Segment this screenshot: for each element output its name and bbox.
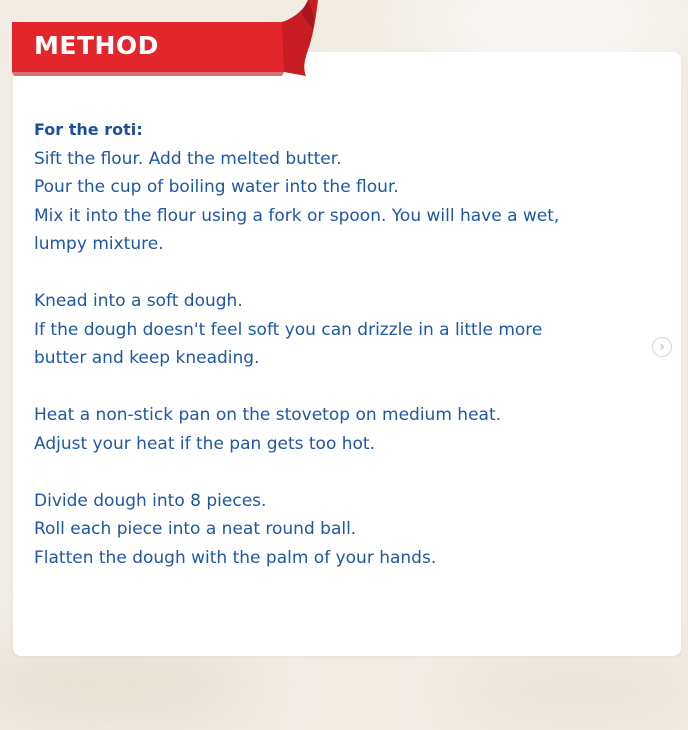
method-step: Knead into a soft dough. — [34, 291, 243, 311]
method-step: Divide dough into 8 pieces. — [34, 490, 267, 511]
method-step: Heat a non-stick pan on the stovetop on medium heat. — [34, 405, 502, 425]
method-step: Flatten the dough with the palm of your hands. — [34, 547, 437, 568]
method-ribbon — [12, 0, 322, 82]
chevron-right-icon: › — [659, 339, 665, 355]
page-title: METHOD — [34, 31, 159, 60]
method-step: lumpy mixture. — [34, 234, 164, 254]
section-title: For the roti: — [34, 120, 143, 139]
method-step: Pour the cup of boiling water into the flour. — [34, 177, 399, 197]
method-step: If the dough doesn't feel soft you can drizzle in a little more — [34, 319, 543, 340]
method-step: Adjust your heat if the pan gets too hot. — [34, 433, 375, 454]
background-decoration — [450, 650, 688, 730]
method-step: Roll each piece into a neat round ball. — [34, 519, 357, 539]
next-arrow-button[interactable] — [652, 337, 672, 357]
method-step: Sift the flour. Add the melted butter. — [34, 148, 342, 169]
method-content — [34, 116, 634, 572]
method-step: butter and keep kneading. — [34, 348, 260, 368]
method-step: Mix it into the flour using a fork or spoon. You will have a wet, — [34, 205, 560, 226]
